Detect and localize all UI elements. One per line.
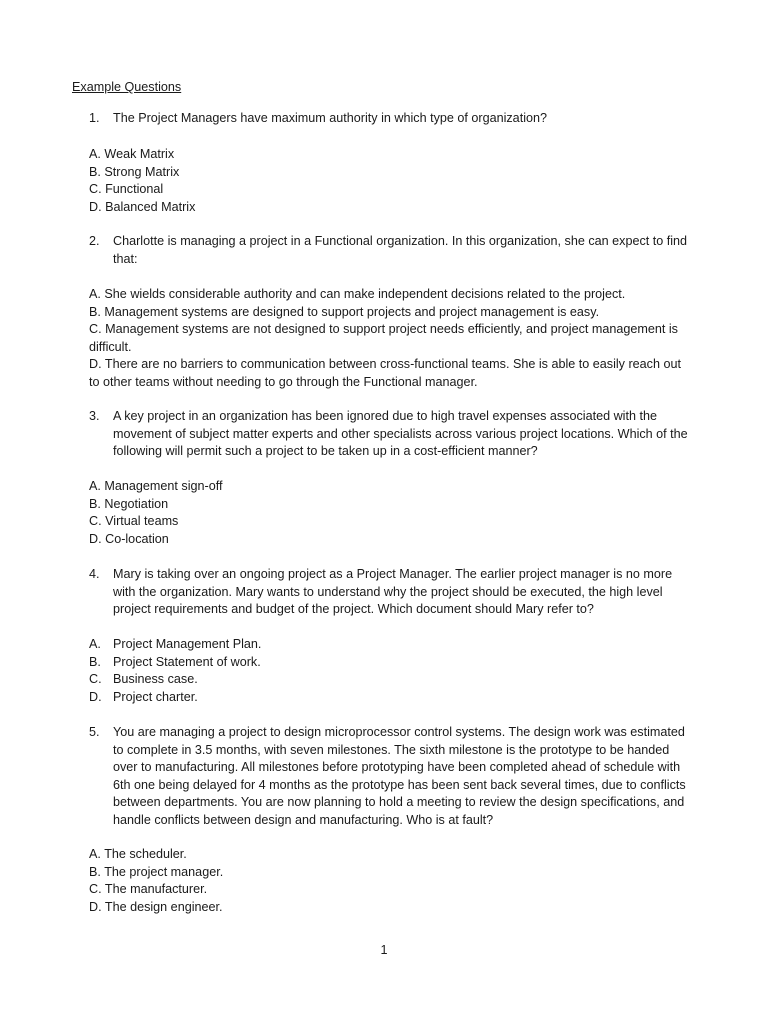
option-text: Management sign-off	[104, 479, 223, 493]
option-letter: B.	[89, 164, 101, 179]
option-text: The design engineer.	[104, 899, 223, 914]
answer-option	[89, 478, 689, 496]
question-text: You are managing a project to design microprocessor control systems. The design work was estimated to complete in 3.5 months, with seven milestones. The sixth milestone is the prototype to be handed over to manufacturing. All milestones before prototyping have been completed ahead of schedule with 6th one being delayed for 4 months as the prototype has been sent back several times, due to conflicts between departments. You are now planning to hold a meeting to review the design specifications, and handle conflicts between design and manufacturing. Who is at fault?	[113, 725, 686, 827]
answer-options-1	[89, 146, 689, 216]
option-letter: A.	[89, 147, 101, 161]
option-letter: D.	[89, 199, 102, 214]
option-letter: D.	[89, 689, 102, 704]
answer-options-3	[89, 478, 689, 548]
answer-option	[89, 689, 689, 707]
option-letter: B.	[89, 654, 101, 669]
option-text: Weak Matrix	[104, 147, 175, 161]
option-letter: C.	[89, 882, 102, 896]
question-2	[89, 233, 689, 268]
answer-option	[89, 671, 689, 689]
option-text: Negotiation	[104, 496, 169, 511]
option-letter: D.	[89, 357, 102, 371]
answer-option	[89, 899, 689, 917]
option-letter: A.	[89, 479, 101, 493]
question-text: Mary is taking over an ongoing project as a Project Manager. The earlier project manager is no more with the organization. Mary wants to understand why the project should be executed, the high level project requirements and budget of the project. Which document should Mary refer to?	[113, 567, 673, 616]
question-number: 4.	[89, 567, 100, 581]
option-letter: B.	[89, 864, 101, 879]
answer-options-5	[89, 846, 689, 916]
answer-option	[89, 513, 689, 531]
page-title: Example Questions	[72, 80, 182, 94]
question-number: 3.	[89, 409, 100, 423]
option-text: Management systems are designed to support projects and project management is easy.	[104, 304, 600, 319]
option-text: She wields considerable authority and can make independent decisions related to the project.	[104, 287, 626, 301]
option-letter: C.	[89, 672, 102, 686]
question-number: 2.	[89, 234, 100, 248]
answer-option	[89, 636, 689, 654]
answer-options-2	[89, 286, 689, 391]
question-1	[89, 110, 689, 128]
answer-option	[89, 164, 689, 182]
option-text: Strong Matrix	[104, 164, 180, 179]
answer-option	[89, 321, 689, 356]
question-stem	[89, 724, 689, 829]
question-text: A key project in an organization has been ignored due to high travel expenses associated with the movement of subject matter experts and other specialists across various project locations. Which of the following will permit such a project to be taken up in a cost-efficient manner?	[113, 409, 688, 458]
question-number: 5.	[89, 725, 100, 739]
page-number: 1	[380, 943, 388, 957]
question-number: 1.	[89, 111, 100, 125]
question-5	[89, 724, 689, 829]
option-text: Business case.	[113, 672, 198, 686]
option-text: Balanced Matrix	[105, 199, 196, 214]
option-text: Project charter.	[113, 689, 198, 704]
question-3	[89, 408, 689, 461]
question-stem	[89, 566, 689, 619]
answer-option	[89, 864, 689, 882]
option-text: There are no barriers to communication between cross-functional teams. She is able to easily reach out to other teams without needing to go through the Functional manager.	[89, 357, 681, 389]
answer-option	[89, 286, 689, 304]
option-letter: C.	[89, 182, 102, 196]
question-stem	[89, 110, 689, 128]
answer-option	[89, 199, 689, 217]
option-letter: D.	[89, 899, 102, 914]
question-4	[89, 566, 689, 619]
question-stem	[89, 233, 689, 268]
option-letter: A.	[89, 287, 101, 301]
answer-option	[89, 531, 689, 549]
option-text: The manufacturer.	[104, 882, 208, 896]
option-text: The project manager.	[104, 864, 224, 879]
answer-option	[89, 846, 689, 864]
option-text: The scheduler.	[104, 847, 187, 861]
option-letter: A.	[89, 637, 101, 651]
option-text: Functional	[105, 182, 164, 196]
question-text: The Project Managers have maximum authority in which type of organization?	[113, 111, 547, 125]
option-letter: B.	[89, 496, 101, 511]
option-text: Co-location	[105, 531, 169, 546]
option-letter: A.	[89, 847, 101, 861]
answer-option	[89, 356, 689, 391]
answer-option	[89, 496, 689, 514]
option-letter: B.	[89, 304, 101, 319]
option-text: Virtual teams	[105, 514, 179, 528]
option-text: Project Statement of work.	[113, 654, 261, 669]
option-letter: D.	[89, 531, 102, 546]
answer-option	[89, 304, 689, 322]
answer-option	[89, 881, 689, 899]
option-letter: C.	[89, 322, 102, 336]
answer-option	[89, 146, 689, 164]
answer-option	[89, 181, 689, 199]
option-text: Management systems are not designed to support project needs efficiently, and project management is difficult.	[89, 322, 678, 354]
option-text: Project Management Plan.	[113, 637, 262, 651]
option-letter: C.	[89, 514, 102, 528]
answer-options-4	[89, 636, 689, 706]
question-text: Charlotte is managing a project in a Functional organization. In this organization, she can expect to find that:	[113, 234, 688, 266]
question-stem	[89, 408, 689, 461]
answer-option	[89, 654, 689, 672]
